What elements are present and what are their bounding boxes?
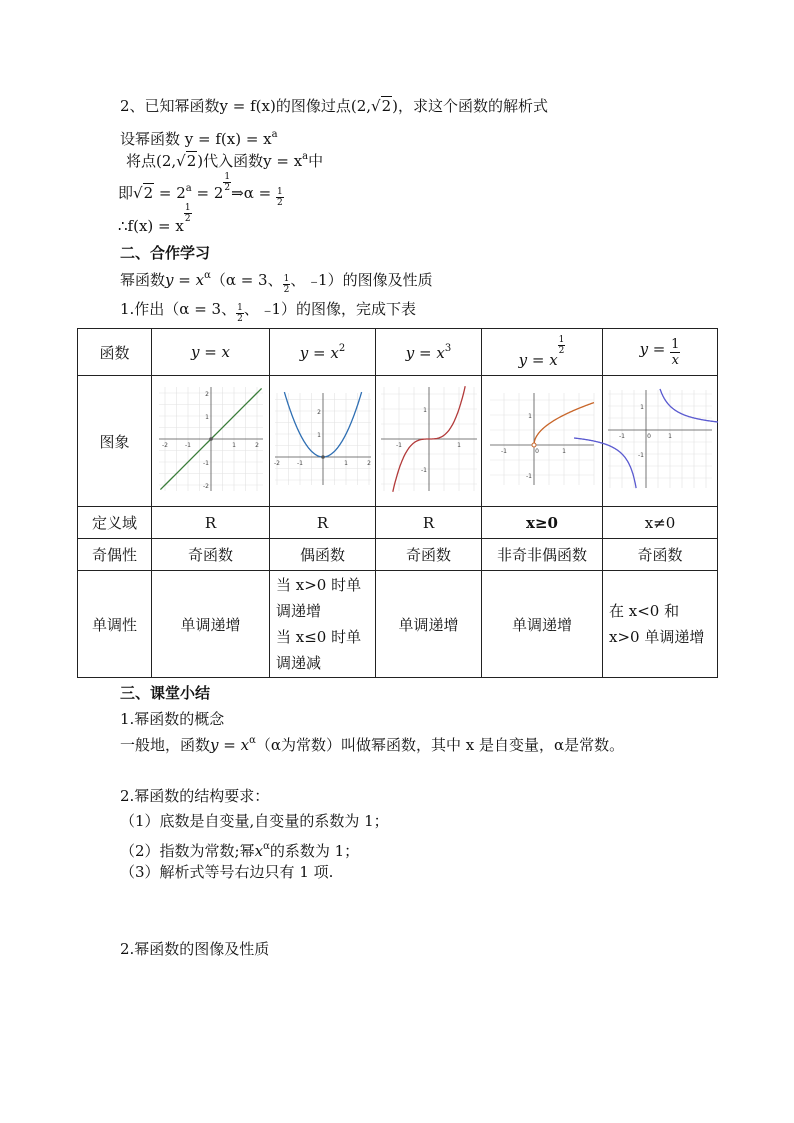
func-cell: $y = x^2$ — [270, 329, 376, 376]
section2-task: 1.作出（α = 3、 $\frac{1}{2}$ 、 ₋1）的图像，完成下表 — [120, 300, 417, 324]
domain-cell: R — [376, 507, 482, 539]
example-question: 2、已知幂函数y = f(x)的图像过点(2,√2)，求这个函数的解析式 — [120, 97, 548, 115]
row-label-graph: 图象 — [78, 376, 152, 507]
tick-label: -2 — [202, 483, 209, 490]
table-row — [78, 571, 718, 678]
row-label-function: 函数 — [78, 329, 152, 376]
origin-point — [321, 455, 325, 459]
parity-cell: 非奇非偶函数 — [482, 539, 603, 571]
domain-cell: x≠0 — [603, 507, 718, 539]
graph-cube — [381, 387, 477, 491]
origin-point — [209, 437, 213, 441]
graph-cell — [152, 376, 270, 507]
func-cell: $y = x^3$ — [376, 329, 482, 376]
tick-label: -1 — [420, 467, 427, 474]
tick-label: 2 — [316, 409, 321, 416]
example-step-3: 即$√2 = 2^a = 2$ $\frac{1}{2}$ ⇒α = $\frac{1}{2}$ — [118, 172, 283, 208]
summary-structure-3: （3）解析式等号右边只有 1 项. — [120, 863, 334, 881]
tick-label: -2 — [273, 460, 280, 467]
tick-label: 0 — [535, 448, 539, 455]
row-label-parity: 奇偶性 — [78, 539, 152, 571]
graph-reciprocal — [608, 390, 712, 488]
domain-cell: x≥0 — [482, 507, 603, 539]
example-step-1: 设幂函数 $y = f(x) = x^a$ — [120, 129, 278, 148]
table-row — [78, 507, 718, 539]
summary-concept-title: 1.幂函数的概念 — [120, 710, 225, 728]
example-step-2: 将点(2,√2)代入函数$y = x^a$中 — [126, 151, 324, 170]
tick-label: 1 — [343, 460, 348, 467]
tick-label: -1 — [395, 442, 402, 449]
power-function-table — [77, 328, 718, 678]
sqrt-symbol: √2 — [371, 97, 392, 115]
tick-label: 1 — [456, 442, 461, 449]
tick-label: -1 — [202, 460, 209, 467]
tick-label: 1 — [204, 414, 209, 421]
summary-structure-1: （1）底数是自变量,自变量的系数为 1； — [120, 812, 389, 830]
section-heading-cooperative: 二、合作学习 — [120, 244, 211, 262]
tick-label: 0 — [647, 433, 651, 440]
tick-label: -1 — [619, 433, 625, 440]
summary-concept-text: 一般地，函数$y = x^\alpha(\alpha$为常数）叫做幂函数，其中 x 是自变量，α是常数。 — [120, 735, 625, 754]
parity-cell: 偶函数 — [270, 539, 376, 571]
example-step-4: ∴f(x) = x $\frac{1}{2}$ — [118, 203, 191, 235]
domain-cell: R — [152, 507, 270, 539]
summary-graph-title: 2.幂函数的图像及性质 — [120, 940, 270, 958]
tick-label: 2 — [366, 460, 371, 467]
parity-cell: 奇函数 — [376, 539, 482, 571]
mono-cell: 单调递增 — [152, 571, 270, 678]
parity-cell: 奇函数 — [152, 539, 270, 571]
table-row — [78, 539, 718, 571]
tick-label: 2 — [204, 391, 209, 398]
graph-cell — [603, 376, 718, 507]
tick-label: 2 — [254, 442, 259, 449]
table-row — [78, 376, 718, 507]
section-heading-summary: 三、课堂小结 — [120, 684, 211, 702]
tick-label: -1 — [501, 448, 507, 455]
graph-cell — [482, 376, 603, 507]
func-cell: y = x — [152, 329, 270, 376]
summary-structure-2: （2）指数为常数;幂$x^\alpha$的系数为 1； — [120, 841, 360, 860]
section2-intro: 幂函数$y = x^\alpha(\alpha = 3$、 $\frac{1}{2}$ 、 ₋1）的图像及性质 — [120, 270, 433, 295]
tick-label: -1 — [638, 452, 644, 459]
tick-label: -2 — [161, 442, 168, 449]
graph-cell — [270, 376, 376, 507]
tick-label: 1 — [422, 407, 427, 414]
row-label-monotonicity: 单调性 — [78, 571, 152, 678]
graph-linear — [159, 387, 263, 491]
func-cell: y = $\frac{1}{x}$ — [603, 329, 718, 376]
mono-cell: 单调递增 — [376, 571, 482, 678]
graph-cell — [376, 376, 482, 507]
tick-label: -1 — [296, 460, 303, 467]
tick-label: -1 — [526, 473, 532, 480]
row-label-domain: 定义域 — [78, 507, 152, 539]
tick-label: -1 — [184, 442, 191, 449]
tick-label: 1 — [668, 433, 672, 440]
tick-label: 1 — [231, 442, 236, 449]
mono-cell: 当 x>0 时单 调递增 当 x≤0 时单 调递减 — [270, 571, 376, 678]
domain-cell: R — [270, 507, 376, 539]
tick-label: 1 — [562, 448, 566, 455]
parity-cell: 奇函数 — [603, 539, 718, 571]
tick-label: 1 — [640, 404, 644, 411]
summary-structure-title: 2.幂函数的结构要求： — [120, 787, 270, 805]
func-cell: y = x $\frac{1}{2}$ — [482, 329, 603, 376]
table-row — [78, 329, 718, 376]
origin-point — [532, 443, 536, 447]
mono-cell: 在 x<0 和 x>0 单调递增 — [603, 571, 718, 678]
mono-cell: 单调递增 — [482, 571, 603, 678]
tick-label: 1 — [316, 432, 321, 439]
graph-square — [275, 393, 371, 485]
tick-label: 1 — [528, 413, 532, 420]
